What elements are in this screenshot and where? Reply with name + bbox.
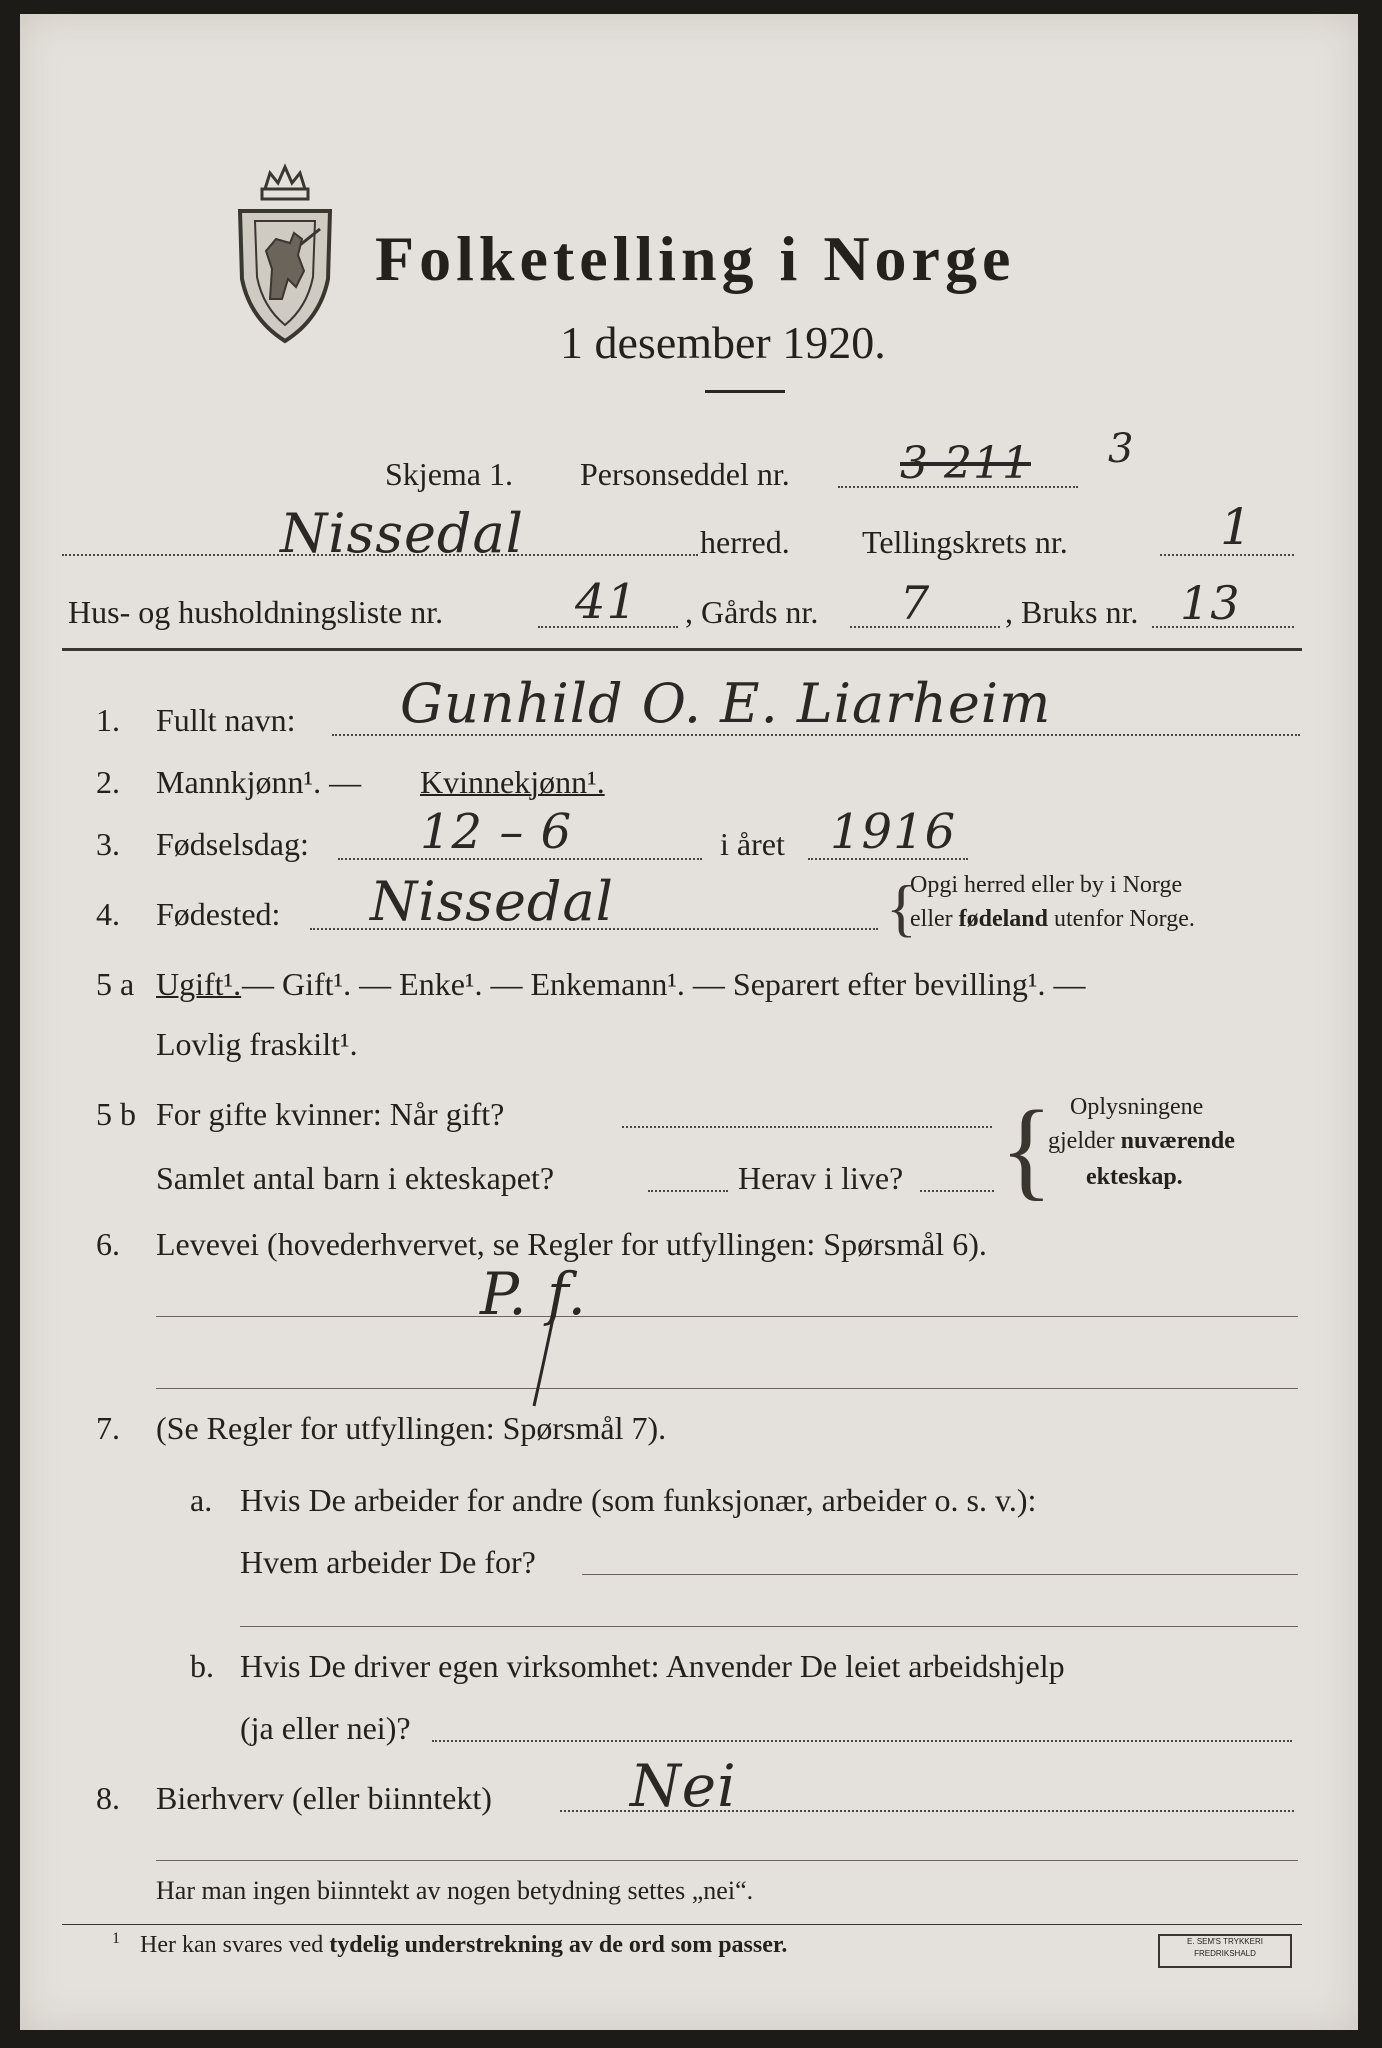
q3-birthday-value[interactable]: 12 – 6 <box>420 804 573 860</box>
hus-label: Hus- og husholdningsliste nr. <box>68 594 444 630</box>
q4-birthplace-value[interactable]: Nissedal <box>370 870 614 933</box>
q2-female-option[interactable]: Kvinnekjønn¹. <box>420 764 605 800</box>
q8-answer-line <box>156 1860 1298 1861</box>
personseddel-value[interactable]: 3 211 <box>900 438 1031 489</box>
q6-number: 6. <box>96 1226 120 1262</box>
q7a-line1: Hvis De arbeider for andre (som funksjonær, arbeider o. s. v.): <box>240 1482 1037 1518</box>
footnote-mark: 1 <box>112 1930 120 1947</box>
q3-year-value[interactable]: 1916 <box>830 804 957 860</box>
q6-label: Levevei (hovederhvervet, se Regler for utfyllingen: Spørsmål 6). <box>156 1226 987 1262</box>
q5a-other-options[interactable]: — Gift¹. — Enke¹. — Enkemann¹. — Separert efter bevilling¹. — <box>242 966 1086 1002</box>
q8-label: Bierhverv (eller biinntekt) <box>156 1780 492 1816</box>
q5b-note-line2: gjelder nuværende <box>1048 1128 1235 1154</box>
title-divider <box>705 390 785 393</box>
q5b-brace: { <box>1000 1088 1053 1210</box>
q4-label: Fødested: <box>156 896 281 932</box>
biinntekt-note: Har man ingen biinntekt av nogen betydning settes „nei“. <box>156 1876 754 1905</box>
q7b-line2: (ja eller nei)? <box>240 1710 411 1746</box>
q5b-number: 5 b <box>96 1096 136 1132</box>
q4-number: 4. <box>96 896 120 932</box>
q2-male-option[interactable]: Mannkjønn¹. — <box>156 764 362 800</box>
q7-number: 7. <box>96 1410 120 1446</box>
q7b-line1: Hvis De driver egen virksomhet: Anvender De leiet arbeidshjelp <box>240 1648 1065 1684</box>
q7b-letter: b. <box>190 1648 214 1684</box>
q3-number: 3. <box>96 826 120 862</box>
q6-line-2 <box>156 1388 1298 1389</box>
q7a-answer-line-1 <box>582 1574 1298 1575</box>
q5b-alive-label: Herav i live? <box>738 1160 904 1196</box>
herred-value[interactable]: Nissedal <box>280 502 524 565</box>
q8-number: 8. <box>96 1780 120 1816</box>
footnote-text: Her kan svares ved tydelig understrekning av de ord som passer. <box>140 1932 788 1958</box>
hus-value[interactable]: 41 <box>575 574 639 630</box>
q3-label: Fødselsdag: <box>156 826 309 862</box>
show-through-text <box>540 134 546 161</box>
q4-brace: { <box>886 872 917 943</box>
q3-year-label: i året <box>720 826 785 862</box>
header-separator <box>62 648 1302 651</box>
q5a-ugift-option[interactable]: Ugift¹. <box>156 966 242 1002</box>
q7a-line2: Hvem arbeider De for? <box>240 1544 536 1580</box>
printer-city: FREDRIKSHALD <box>1194 1949 1256 1958</box>
q6-line-1 <box>156 1316 1298 1317</box>
bruks-value[interactable]: 13 <box>1180 576 1241 630</box>
personseddel-correction[interactable]: 3 <box>1108 426 1135 472</box>
personseddel-label: Personseddel nr. <box>580 456 790 492</box>
q7b-dotted-line <box>432 1740 1292 1742</box>
census-form <box>20 14 1358 2030</box>
q5b-children-label: Samlet antal barn i ekteskapet? <box>156 1160 555 1196</box>
q5b-married-dotted-line <box>622 1126 992 1128</box>
q5a-number: 5 a <box>96 966 135 1002</box>
q2-number: 2. <box>96 764 120 800</box>
q1-label: Fullt navn: <box>156 702 296 738</box>
q5b-line1-label: For gifte kvinner: Når gift? <box>156 1096 505 1132</box>
q7-label: (Se Regler for utfyllingen: Spørsmål 7). <box>156 1410 667 1446</box>
printer-name: E. SEM'S TRYKKERI <box>1187 1937 1263 1946</box>
q5b-children-dotted-line <box>648 1190 728 1192</box>
q6-handwriting-stroke <box>520 1274 580 1414</box>
form-title: Folketelling i Norge <box>375 223 1016 294</box>
printer-stamp <box>1158 1934 1292 1968</box>
tellingskrets-label: Tellingskrets nr. <box>862 524 1068 560</box>
coat-of-arms-icon <box>220 159 350 349</box>
q4-note-line1: Opgi herred eller by i Norge <box>910 872 1183 898</box>
skjema-label: Skjema 1. <box>385 456 513 492</box>
q7a-answer-line-2 <box>240 1626 1298 1627</box>
q5b-alive-dotted-line <box>920 1190 994 1192</box>
gards-value[interactable]: 7 <box>900 576 931 630</box>
q5b-note-line1: Oplysningene <box>1070 1094 1204 1120</box>
q4-note-line2: eller fødeland utenfor Norge. <box>910 906 1195 932</box>
footer-separator <box>62 1924 1302 1925</box>
census-date: 1 desember 1920. <box>560 317 886 368</box>
tellingskrets-value[interactable]: 1 <box>1220 498 1253 556</box>
q6-occupation-value[interactable]: P. f. <box>480 1260 587 1328</box>
q8-value[interactable]: Nei <box>630 1752 737 1820</box>
bruks-label: , Bruks nr. <box>1005 594 1139 630</box>
gards-label: , Gårds nr. <box>685 594 819 630</box>
herred-label: herred. <box>700 524 790 560</box>
q5a-fraskilt-option[interactable]: Lovlig fraskilt¹. <box>156 1026 358 1062</box>
q1-full-name-value[interactable]: Gunhild O. E. Liarheim <box>400 672 1052 735</box>
q5b-note-line3: ekteskap. <box>1086 1164 1183 1190</box>
q1-number: 1. <box>96 702 120 738</box>
q7a-letter: a. <box>190 1482 213 1518</box>
